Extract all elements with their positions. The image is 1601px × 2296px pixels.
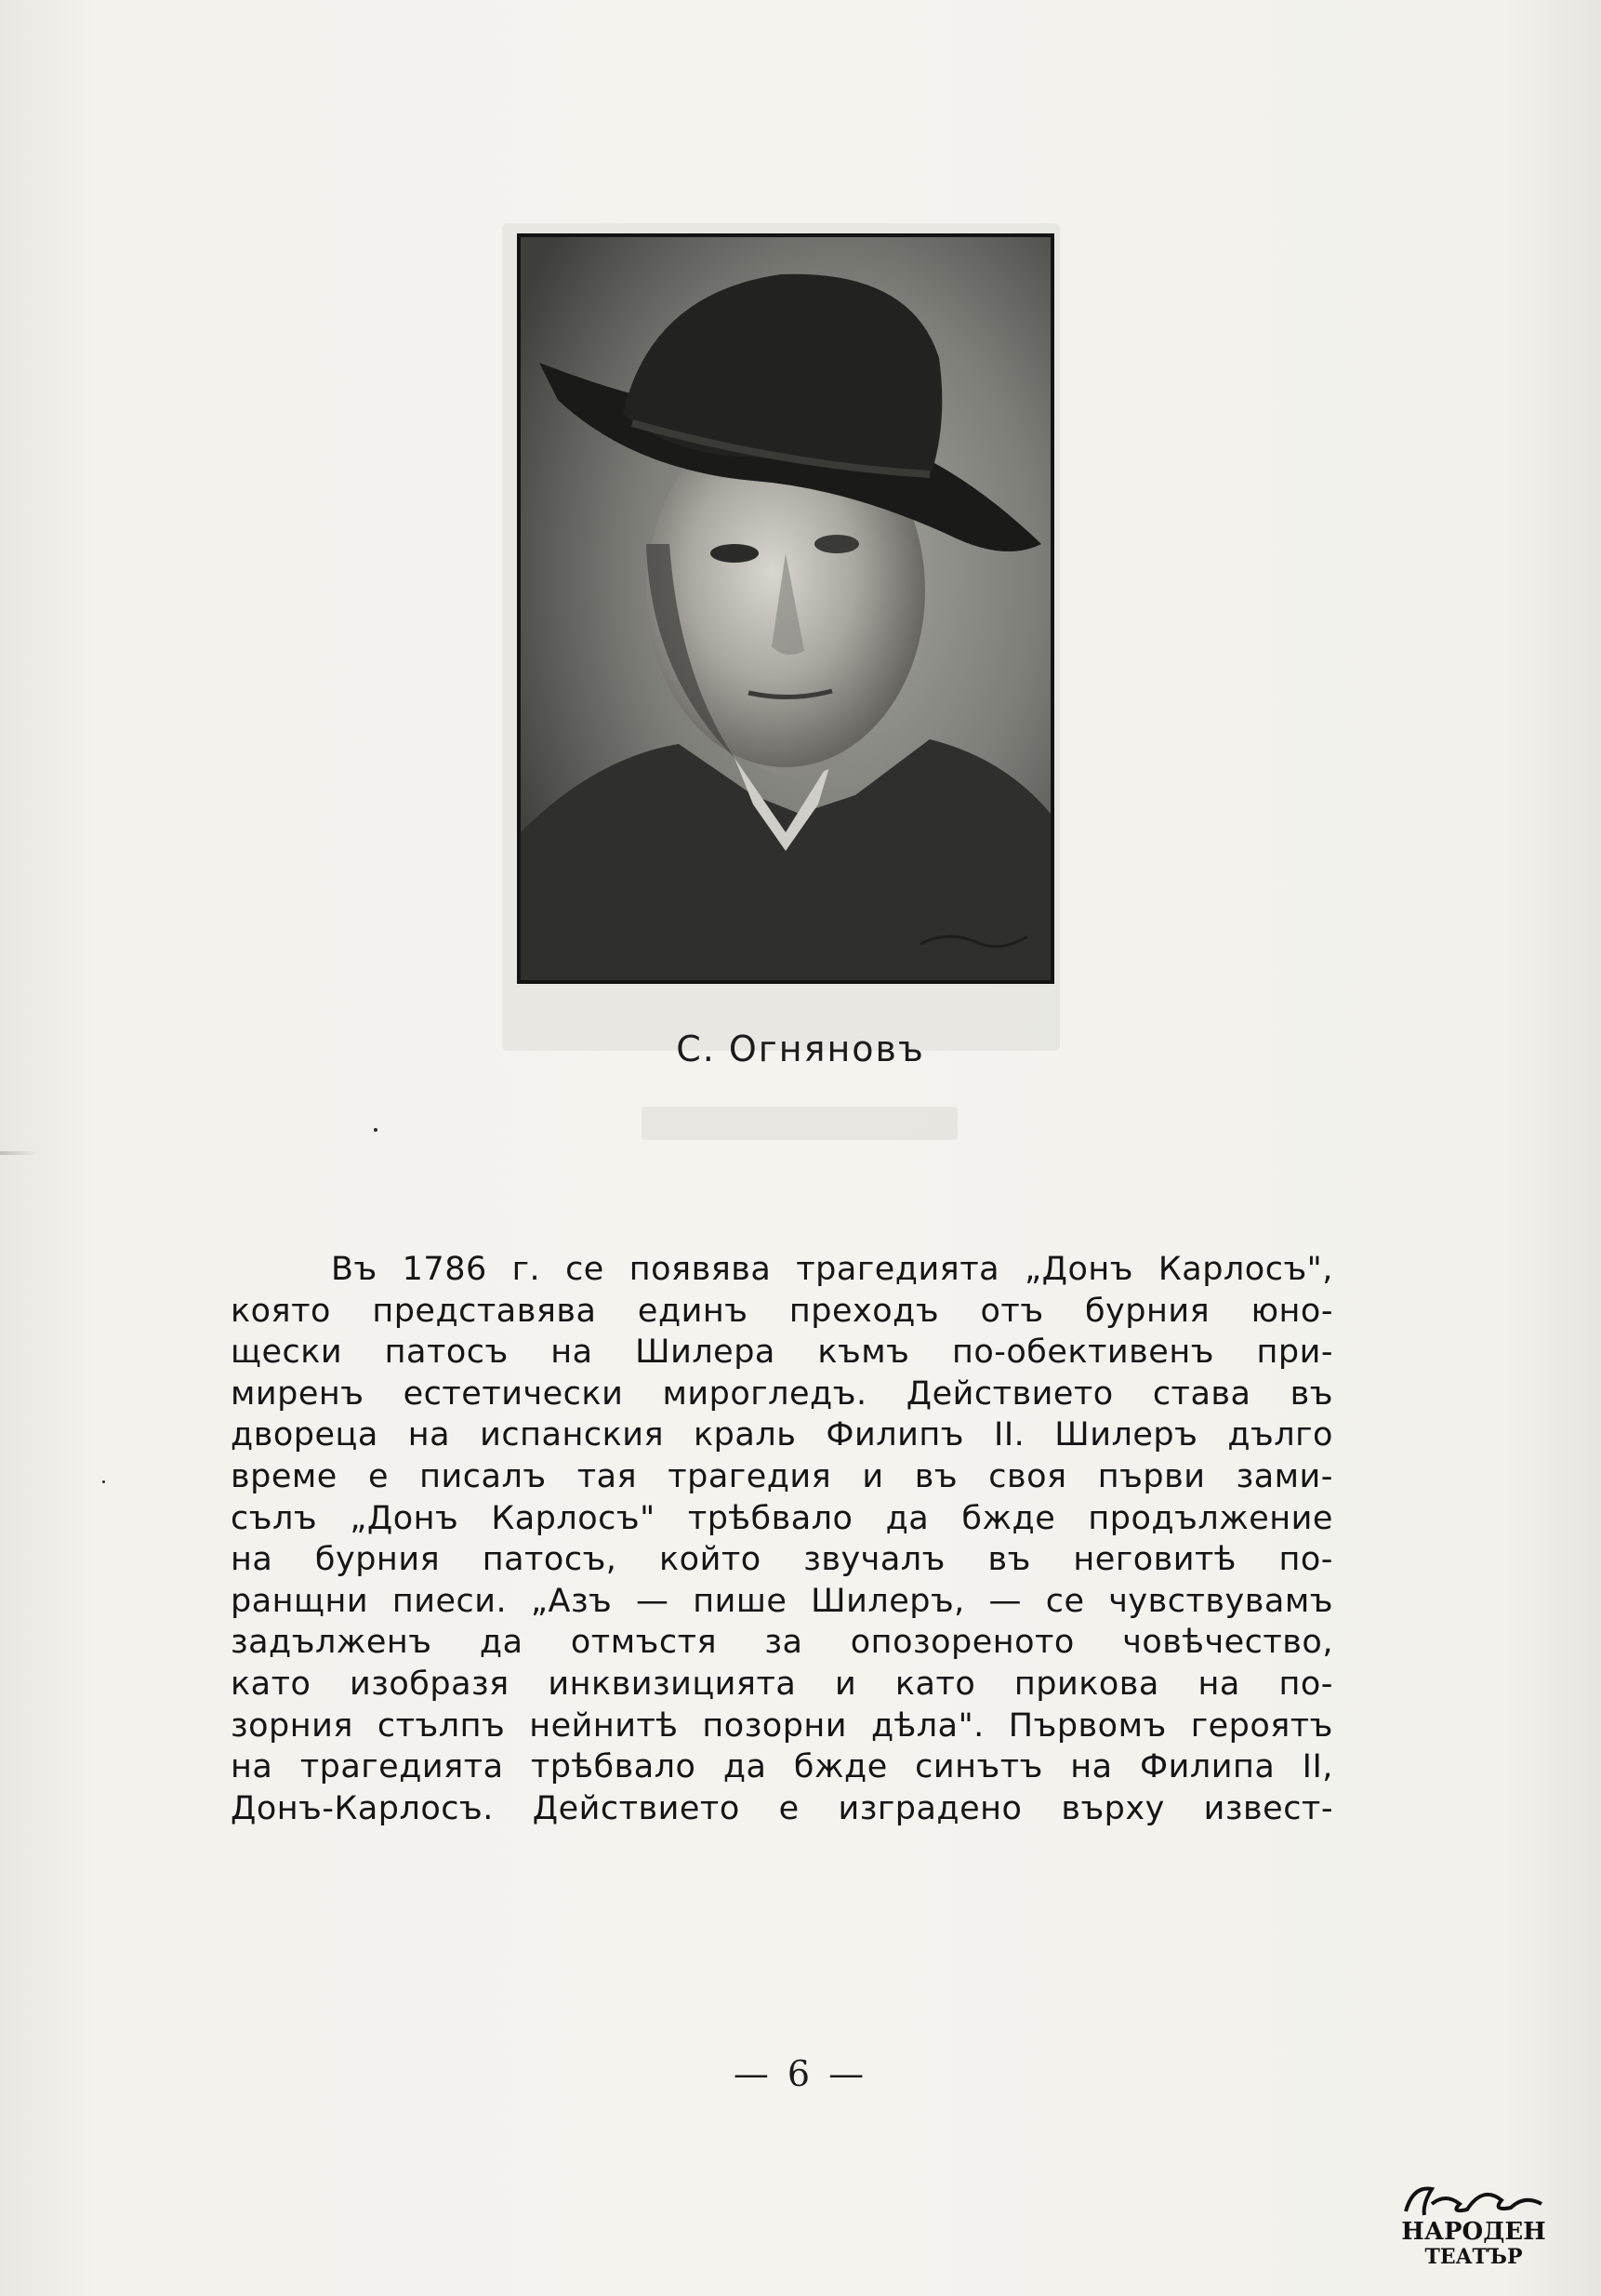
- body-word: на: [1197, 1665, 1240, 1703]
- svg-text:ТЕАТЪР: ТЕАТЪР: [1424, 2245, 1523, 2269]
- body-word: трагедия: [668, 1457, 832, 1495]
- body-word: единъ: [637, 1292, 748, 1330]
- body-line: [231, 1622, 1333, 1664]
- body-word: трагедията: [796, 1251, 1000, 1288]
- body-word: продължение: [1088, 1499, 1333, 1537]
- body-word: Действието: [906, 1374, 1114, 1413]
- national-theatre-logo: [1395, 2176, 1553, 2269]
- body-word: „Донъ: [350, 1499, 459, 1537]
- fold-crease: [0, 1151, 37, 1155]
- body-line: [231, 1374, 1333, 1415]
- body-word: за: [764, 1624, 803, 1662]
- body-word: задълженъ: [231, 1624, 432, 1662]
- body-word: испанския: [480, 1416, 665, 1454]
- body-word: бжде: [961, 1499, 1056, 1537]
- body-word: пише: [693, 1582, 787, 1620]
- body-line: [231, 1581, 1333, 1623]
- body-word: трагедията: [299, 1748, 504, 1786]
- body-word: по-обективенъ: [951, 1334, 1214, 1372]
- body-word: Въ: [331, 1251, 377, 1288]
- body-line: [231, 1249, 1333, 1291]
- body-word: Действието: [532, 1789, 740, 1827]
- body-word: по-: [1278, 1541, 1333, 1579]
- body-word: въ: [914, 1457, 959, 1495]
- body-line: [231, 1291, 1333, 1333]
- body-word: отъ: [980, 1292, 1044, 1330]
- body-word: да: [722, 1748, 767, 1786]
- body-line: [231, 1788, 1333, 1830]
- body-word: своя: [988, 1457, 1067, 1495]
- logo-icon: [1395, 2176, 1553, 2269]
- body-line: [231, 1705, 1333, 1747]
- body-word: сълъ: [231, 1499, 318, 1537]
- body-word: г.: [511, 1251, 541, 1288]
- body-word: и: [862, 1457, 884, 1495]
- body-word: която: [231, 1292, 331, 1330]
- body-word: на: [231, 1748, 273, 1786]
- body-word: патосъ: [384, 1334, 509, 1372]
- body-word: героятъ: [1190, 1706, 1333, 1745]
- body-word: тая: [576, 1457, 638, 1495]
- portrait-frame: [517, 233, 1054, 984]
- body-word: Шилеръ,: [811, 1582, 965, 1620]
- svg-text:НАРОДЕН: НАРОДЕН: [1401, 2218, 1546, 2246]
- body-word: бурния: [314, 1541, 441, 1579]
- body-word: да: [885, 1499, 930, 1537]
- body-word: Филипа: [1139, 1748, 1276, 1786]
- body-word: се: [1045, 1582, 1085, 1620]
- body-word: Шилера: [635, 1334, 775, 1372]
- body-word: преходъ: [788, 1292, 940, 1330]
- body-word: позорни: [702, 1706, 848, 1745]
- body-word: щески: [231, 1334, 343, 1372]
- body-word: е: [778, 1789, 800, 1827]
- body-word: на: [231, 1541, 273, 1579]
- body-word: инквизицията: [548, 1665, 797, 1703]
- body-word: юно-: [1250, 1292, 1333, 1330]
- body-word: II.: [994, 1416, 1025, 1454]
- article-body: [231, 1249, 1333, 1829]
- body-word: върху: [1061, 1789, 1165, 1827]
- body-line: [231, 1456, 1333, 1498]
- body-word: неговитѣ: [1073, 1541, 1237, 1579]
- body-word: „Донъ: [1024, 1251, 1133, 1288]
- body-word: Донъ-Карлосъ.: [231, 1789, 494, 1827]
- body-word: прикова: [1013, 1665, 1159, 1703]
- body-word: става: [1152, 1374, 1251, 1413]
- body-line: [231, 1498, 1333, 1540]
- body-line: [231, 1332, 1333, 1374]
- body-word: като: [231, 1665, 311, 1703]
- body-word: трѣбвало: [530, 1748, 696, 1786]
- body-word: —: [636, 1582, 669, 1620]
- body-line: [231, 1746, 1333, 1788]
- body-word: синътъ: [915, 1748, 1043, 1786]
- body-word: първи: [1097, 1457, 1206, 1495]
- body-word: трѣбвало: [687, 1499, 853, 1537]
- body-word: зорния: [231, 1706, 353, 1745]
- body-word: ранщни: [231, 1582, 369, 1620]
- body-word: Карлосъ",: [1158, 1251, 1333, 1288]
- portrait-illustration: [521, 237, 1051, 980]
- body-word: се: [565, 1251, 604, 1288]
- body-word: II,: [1302, 1748, 1333, 1786]
- body-word: „Азъ: [530, 1582, 613, 1620]
- body-word: отмъстя: [570, 1624, 718, 1662]
- body-word: патосъ,: [482, 1541, 617, 1579]
- body-word: е: [367, 1457, 390, 1495]
- body-word: Филипъ: [826, 1416, 964, 1454]
- body-word: при-: [1256, 1334, 1333, 1372]
- body-word: изградено: [838, 1789, 1023, 1827]
- body-word: който: [659, 1541, 761, 1579]
- body-word: естетически: [403, 1374, 624, 1413]
- body-word: Карлосъ": [491, 1499, 655, 1537]
- body-word: Първомъ: [1008, 1706, 1167, 1745]
- bleed-through-caption: [642, 1107, 958, 1140]
- body-word: звучалъ: [803, 1541, 946, 1579]
- body-line: [231, 1414, 1333, 1456]
- portrait-caption: С. Огняновъ: [676, 1029, 925, 1069]
- body-word: въ: [987, 1541, 1031, 1579]
- body-word: стълпъ: [377, 1706, 506, 1745]
- body-word: като: [894, 1665, 976, 1703]
- body-word: нейнитѣ: [529, 1706, 679, 1745]
- body-word: миренъ: [231, 1374, 364, 1413]
- paper-speck: [374, 1128, 377, 1132]
- body-word: на: [550, 1334, 593, 1372]
- body-word: чувствувамъ: [1108, 1582, 1333, 1620]
- body-word: —: [988, 1582, 1023, 1620]
- body-word: краль: [694, 1416, 797, 1454]
- body-word: писалъ: [419, 1457, 547, 1495]
- body-word: изобразя: [350, 1665, 509, 1703]
- body-word: зами-: [1236, 1457, 1333, 1495]
- body-word: опозореното: [850, 1624, 1075, 1662]
- body-word: двореца: [231, 1416, 378, 1454]
- body-word: пиеси.: [391, 1582, 508, 1620]
- body-line: [231, 1664, 1333, 1705]
- body-word: на: [407, 1416, 451, 1454]
- body-word: извест-: [1203, 1789, 1333, 1827]
- body-word: човѣчество,: [1122, 1624, 1333, 1662]
- page-number: — 6 —: [733, 2053, 868, 2094]
- body-word: къмъ: [817, 1334, 910, 1372]
- body-word: въ: [1290, 1374, 1333, 1413]
- body-word: и: [834, 1665, 857, 1703]
- body-word: появява: [628, 1251, 772, 1288]
- body-word: представява: [372, 1292, 597, 1330]
- body-word: мирогледъ.: [662, 1374, 867, 1413]
- body-word: по-: [1278, 1665, 1333, 1703]
- body-word: време: [231, 1457, 337, 1495]
- paper-speck: [102, 1480, 105, 1483]
- body-word: бжде: [793, 1748, 888, 1786]
- body-word: дълго: [1227, 1416, 1333, 1454]
- body-word: Шилеръ: [1054, 1416, 1198, 1454]
- body-word: бурния: [1084, 1292, 1211, 1330]
- body-word: дѣла".: [871, 1706, 985, 1745]
- portrait-photo: [521, 237, 1051, 980]
- body-line: [231, 1539, 1333, 1581]
- body-word: на: [1070, 1748, 1113, 1786]
- body-word: да: [479, 1624, 523, 1662]
- body-word: 1786: [402, 1251, 487, 1288]
